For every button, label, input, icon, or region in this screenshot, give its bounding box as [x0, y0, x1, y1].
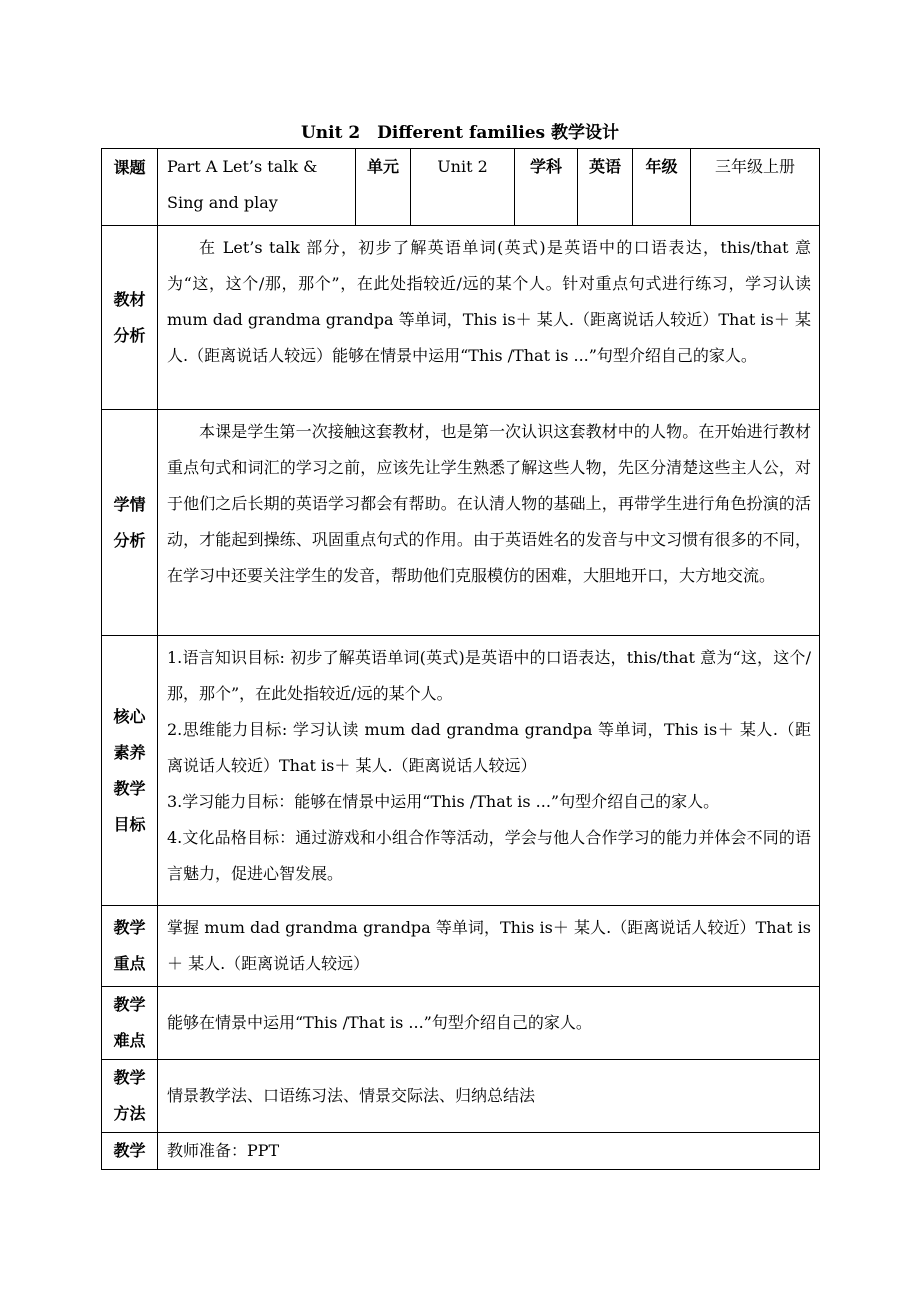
prep-text: 教师准备：PPT: [167, 1141, 280, 1160]
header-row: [102, 149, 820, 226]
subject-value: 英语: [578, 149, 633, 226]
key-points-label: [102, 906, 158, 987]
key-points-text: 掌握 mum dad grandma grandpa 等单词，This is＋ 某人.（距离说话人较近）That is＋ 某人.（距离说话人较远）: [167, 918, 811, 973]
goal-item: 3.学习能力目标：能够在情景中运用“This /That is ...”句型介绍自己的家人。: [167, 792, 720, 811]
methods-row: [102, 1060, 820, 1133]
subject-label: 学科: [515, 149, 578, 226]
student-analysis-row: [102, 410, 820, 636]
difficulties-cell: [158, 987, 820, 1060]
student-analysis-text: 本课是学生第一次接触这套教材，也是第一次认识这套教材中的人物。在开始进行教材重点句式和词汇的学习之前，应该先让学生熟悉了解这些人物，先区分清楚这些主人公，对于他们之后长期的英语学习都会有帮助。在认清人物的基础上，再带学生进行角色扮演的活动，才能起到操练、巩固重点句式的作用。由于英语姓名的发音与中文习惯有很多的不同，在学习中还要关注学生的发音，帮助他们克服模仿的困难，大胆地开口，大方地交流。: [167, 422, 811, 585]
difficulties-label: [102, 987, 158, 1060]
key-label-line-1: 教学: [113, 918, 146, 937]
methods-label-line-2: 方法: [113, 1104, 146, 1123]
material-analysis-label: [102, 226, 158, 410]
material-analysis-cell: [158, 226, 820, 410]
students-label-line-2: 分析: [113, 530, 146, 550]
goal-item: 4.文化品格目标：通过游戏和小组合作等活动，学会与他人合作学习的能力并体会不同的语言魅力，促进心智发展。: [167, 828, 811, 883]
methods-text: 情景教学法、口语练习法、情景交际法、归纳总结法: [167, 1086, 536, 1105]
methods-label: [102, 1060, 158, 1133]
methods-cell: [158, 1060, 820, 1133]
prep-row: [102, 1133, 820, 1170]
core-goals-cell: [158, 636, 820, 906]
diff-label-line-1: 教学: [113, 995, 146, 1014]
key-points-cell: [158, 906, 820, 987]
student-analysis-label: [102, 410, 158, 636]
material-label-line-2: 分析: [113, 325, 146, 345]
goals-label-line-3: 教学: [113, 778, 146, 798]
topic-label: 课题: [102, 149, 158, 226]
difficulties-row: [102, 987, 820, 1060]
goal-item: 2.思维能力目标: 学习认读 mum dad grandma grandpa 等单词，This is＋ 某人.（距离说话人较近）That is＋ 某人.（距离说话人较远）: [167, 720, 811, 775]
material-analysis-text: 在 Let’s talk 部分，初步了解英语单词(英式)是英语中的口语表达，this/that 意为“这，这个/那，那个”，在此处指较近/远的某个人。针对重点句式进行练习，学习认读 mum dad grandma grandpa 等单词，This is＋ 某人.（距离说话人较近）That is＋ 某人.（距离说话人较远）能够在情景中运用“This /That is ...”句型介绍自己的家人。: [167, 238, 811, 365]
grade-value: 三年级上册: [691, 149, 820, 226]
methods-label-line-1: 教学: [113, 1068, 146, 1087]
goals-label-line-2: 素养: [113, 742, 146, 762]
material-label-line-1: 教材: [113, 289, 146, 309]
diff-label-line-2: 难点: [113, 1031, 146, 1050]
grade-label: 年级: [633, 149, 691, 226]
lesson-plan-table: [101, 148, 820, 1170]
key-points-row: [102, 906, 820, 987]
prep-label: 教学: [102, 1133, 158, 1170]
topic-value: Part A Let’s talk & Sing and play: [158, 149, 356, 226]
key-label-line-2: 重点: [113, 954, 146, 973]
unit-label: 单元: [356, 149, 411, 226]
goals-label-line-1: 核心: [113, 706, 146, 726]
prep-cell: [158, 1133, 820, 1170]
students-label-line-1: 学情: [113, 494, 146, 514]
unit-value: Unit 2: [411, 149, 515, 226]
goals-label-line-4: 目标: [113, 814, 146, 834]
goal-item: 1.语言知识目标: 初步了解英语单词(英式)是英语中的口语表达，this/that 意为“这，这个/那，那个”，在此处指较近/远的某个人。: [167, 648, 811, 703]
difficulties-text: 能够在情景中运用“This /That is ...”句型介绍自己的家人。: [167, 1013, 592, 1032]
student-analysis-cell: [158, 410, 820, 636]
core-goals-label: [102, 636, 158, 906]
material-analysis-row: [102, 226, 820, 410]
core-goals-row: [102, 636, 820, 906]
document-title: Unit 2 Different families 教学设计: [300, 123, 620, 143]
